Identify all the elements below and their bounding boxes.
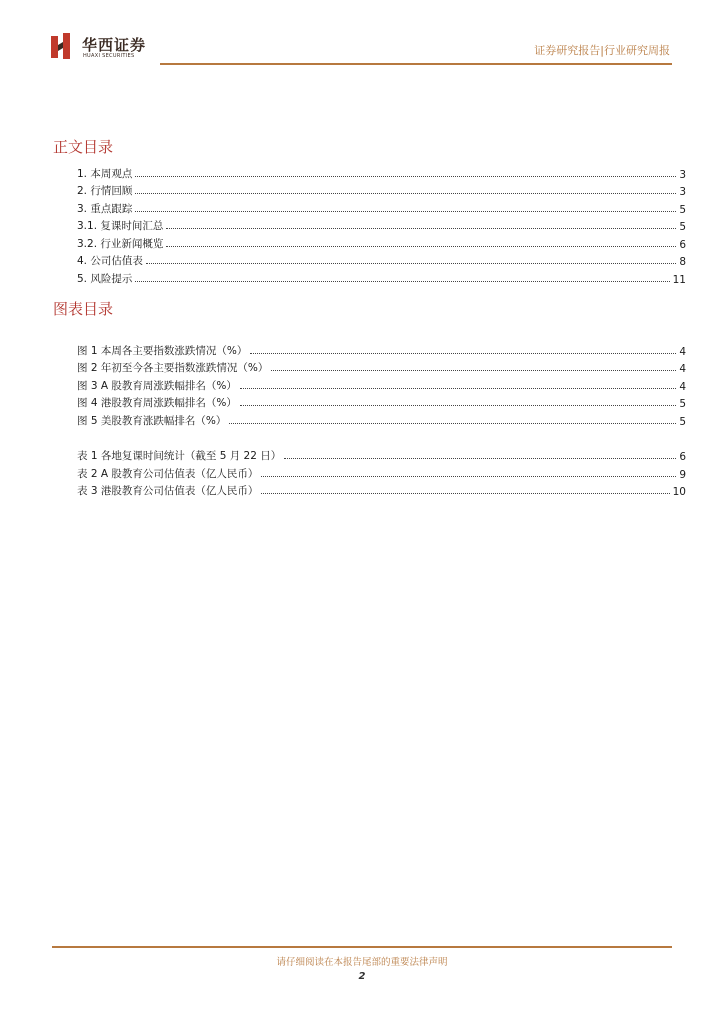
table-entry-page: 10 [672,486,686,498]
logo-name-cn: 华西证券 [82,36,147,54]
toc-figures-title: 图表目录 [53,300,114,318]
figure-entry-label: 图 3 A 股教育周涨跌幅排名（%） [77,379,237,392]
figure-entry-label: 图 2 年初至今各主要指数涨跌情况（%） [77,362,269,374]
toc-item[interactable] [77,216,686,234]
table-entry-page: 9 [679,468,686,481]
toc-leader-dots [250,353,676,354]
toc-item-label: 2. 行情回顾 [77,185,133,197]
toc-item-page: 5 [679,221,686,233]
toc-figures-list [77,340,686,498]
table-entry-label: 表 1 各地复课时间统计（截至 5 月 22 日） [77,450,282,462]
figure-entry-label: 图 4 港股教育周涨跌幅排名（%） [77,397,237,409]
toc-leader-dots [135,193,676,194]
figure-entry-label: 图 1 本周各主要指数涨跌情况（%） [77,344,248,357]
toc-leader-dots [166,246,676,247]
figure-entry-page: 4 [679,363,686,375]
toc-main-list [77,163,686,286]
table-entry-label: 表 3 港股教育公司估值表（亿人民币） [77,485,259,497]
toc-leader-dots [284,458,676,459]
toc-item[interactable] [77,251,686,269]
toc-leader-dots [146,263,676,264]
figure-entry[interactable] [77,358,686,376]
figure-entry-page: 5 [679,398,686,410]
table-entry-page: 6 [679,451,686,463]
toc-leader-dots [261,476,676,477]
toc-item-page: 8 [679,256,686,268]
figure-entry[interactable] [77,375,686,393]
company-logo [50,33,160,63]
toc-item-label: 3. 重点跟踪 [77,202,133,215]
toc-leader-dots [271,370,676,371]
toc-item-page: 11 [672,273,686,286]
toc-item-page: 6 [679,238,686,251]
toc-leader-dots [135,211,676,212]
toc-item-page: 3 [679,168,686,181]
table-entry[interactable] [77,463,686,481]
toc-main-title: 正文目录 [53,138,114,156]
toc-item[interactable] [77,268,686,286]
toc-leader-dots [135,281,669,282]
figure-entry-label: 图 5 美股教育涨跌幅排名（%） [77,414,227,427]
table-entry-label: 表 2 A 股教育公司估值表（亿人民币） [77,467,259,480]
toc-item-page: 5 [679,203,686,216]
toc-item-page: 3 [679,186,686,198]
toc-item-label: 1. 本周观点 [77,167,133,180]
figure-entry-page: 4 [679,380,686,393]
spacer [77,428,686,446]
table-entry[interactable] [77,481,686,499]
figure-entry-page: 5 [679,415,686,428]
huaxi-logo-icon [50,33,74,59]
toc-leader-dots [261,493,669,494]
toc-item-label: 4. 公司估值表 [77,255,143,267]
toc-item-label: 5. 风险提示 [77,272,133,285]
logo-name-en: HUAXI SECURITIES [83,53,135,59]
figure-entry[interactable] [77,393,686,411]
toc-item[interactable] [77,233,686,251]
toc-leader-dots [240,405,676,406]
figure-entry[interactable] [77,410,686,428]
report-type: 证券研究报告|行业研究周报 [534,44,670,57]
toc-leader-dots [135,176,676,177]
legal-notice: 请仔细阅读在本报告尾部的重要法律声明 [276,957,448,968]
figure-entry-page: 4 [679,345,686,358]
figure-entry[interactable] [77,340,686,358]
toc-leader-dots [166,228,676,229]
header-divider [160,63,672,65]
footer-divider [52,946,672,948]
toc-item[interactable] [77,198,686,216]
table-entry[interactable] [77,446,686,464]
toc-item[interactable] [77,181,686,199]
page-number: 2 [358,971,366,982]
toc-item-label: 3.2. 行业新闻概览 [77,237,164,250]
toc-leader-dots [240,388,676,389]
toc-item-label: 3.1. 复课时间汇总 [77,220,164,232]
toc-leader-dots [229,423,676,424]
toc-item[interactable] [77,163,686,181]
